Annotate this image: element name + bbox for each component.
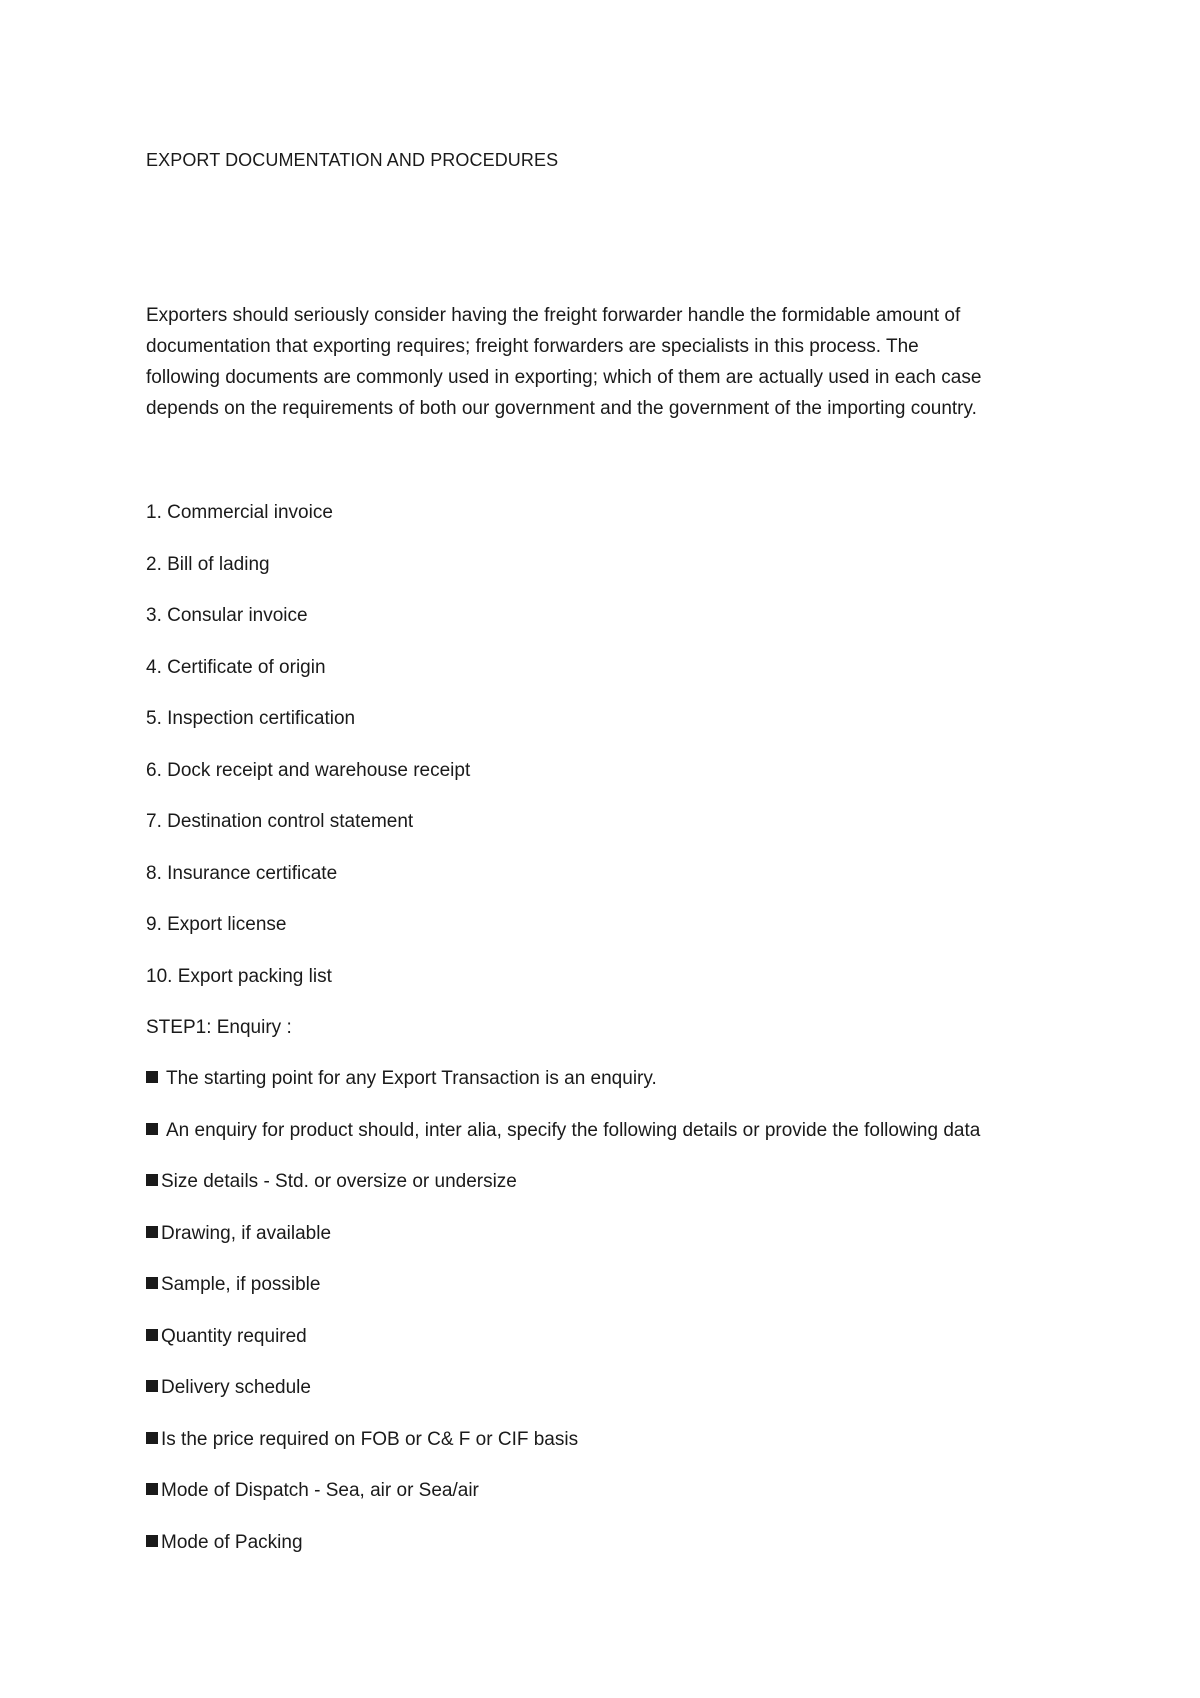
bullet-text: An enquiry for product should, inter alia, specify the following details or provide the following data (166, 1119, 981, 1141)
bullet-item (146, 1063, 980, 1115)
intro-line: following documents are commonly used in exporting; which of them are actually used in each case (146, 367, 982, 388)
bullet-item (146, 1424, 980, 1476)
bullet-item (146, 1321, 980, 1373)
list-item: 1. Commercial invoice (146, 502, 333, 523)
square-bullet-icon (146, 1277, 158, 1289)
bullet-text: Is the price required on FOB or C& F or CIF basis (161, 1428, 579, 1450)
bullet-text: Drawing, if available (161, 1222, 332, 1244)
bullet-text: Quantity required (161, 1325, 307, 1347)
list-item: 3. Consular invoice (146, 605, 308, 626)
list-item: 9. Export license (146, 914, 287, 935)
bullet-text: Size details - Std. or oversize or undersize (161, 1171, 517, 1192)
bullet-text: Mode of Packing (161, 1531, 303, 1553)
bullet-item (146, 1269, 980, 1321)
square-bullet-icon (146, 1123, 158, 1135)
square-bullet-icon (146, 1329, 158, 1341)
intro-paragraph (146, 300, 1086, 424)
bullet-text: Sample, if possible (161, 1274, 321, 1295)
bullet-item (146, 1166, 980, 1218)
bullet-item (146, 1475, 980, 1527)
intro-line: depends on the requirements of both our government and the government of the importing country. (146, 398, 977, 419)
list-item: 2. Bill of lading (146, 553, 270, 575)
bullet-item (146, 1372, 980, 1424)
bullet-text: Delivery schedule (161, 1377, 311, 1398)
bullet-text: Mode of Dispatch - Sea, air or Sea/air (161, 1480, 479, 1501)
list-item: 10. Export packing list (146, 965, 332, 987)
intro-line: documentation that exporting requires; freight forwarders are specialists in this process. The (146, 336, 919, 357)
step1-heading: STEP1: Enquiry : (146, 1017, 292, 1038)
square-bullet-icon (146, 1174, 158, 1186)
list-item: 6. Dock receipt and warehouse receipt (146, 759, 471, 781)
square-bullet-icon (146, 1380, 158, 1392)
document-title: EXPORT DOCUMENTATION AND PROCEDURES (146, 150, 559, 170)
step1-bullets (146, 1063, 980, 1578)
bullet-item (146, 1527, 980, 1579)
square-bullet-icon (146, 1071, 158, 1083)
bullet-text: The starting point for any Export Transaction is an enquiry. (166, 1068, 657, 1089)
list-item: 5. Inspection certification (146, 708, 356, 729)
bullet-item (146, 1218, 980, 1270)
bullet-item (146, 1115, 980, 1167)
square-bullet-icon (146, 1226, 158, 1238)
intro-line: Exporters should seriously consider having the freight forwarder handle the formidable amount of (146, 305, 961, 326)
list-item: 7. Destination control statement (146, 811, 414, 832)
square-bullet-icon (146, 1483, 158, 1495)
list-item: 4. Certificate of origin (146, 656, 326, 678)
documents-list (146, 497, 470, 1012)
square-bullet-icon (146, 1432, 158, 1444)
list-item: 8. Insurance certificate (146, 862, 338, 884)
square-bullet-icon (146, 1535, 158, 1547)
